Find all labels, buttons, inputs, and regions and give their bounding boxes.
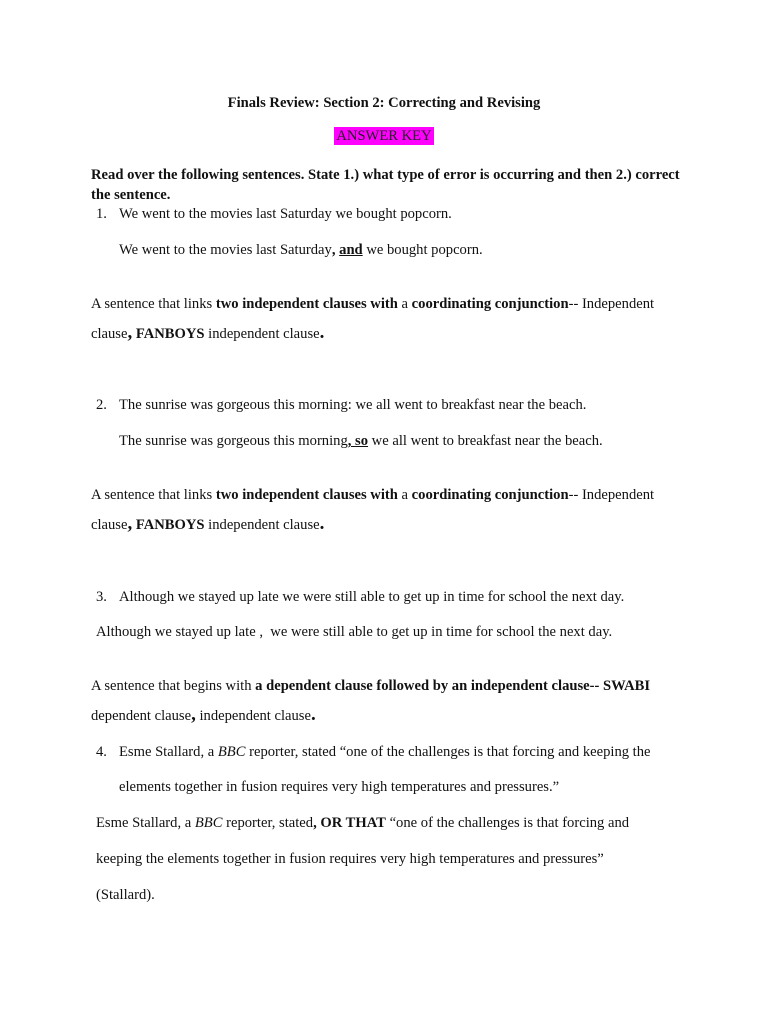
item-3-corrected: Although we stayed up late , we were still able to get up in time for school the next day.	[96, 624, 613, 640]
item-1-explanation-line2: clause, FANBOYS independent clause.	[91, 322, 325, 343]
item-3-original: Although we stayed up late we were still able to get up in time for school the next day.	[119, 589, 625, 605]
item-2-number: 2.	[96, 397, 107, 413]
instructions: Read over the following sentences. State 1.) what type of error is occurring and then 2.) correct the sentence.	[91, 167, 680, 203]
item-3-number: 3.	[96, 589, 107, 605]
item-3-explanation-line1: A sentence that begins with a dependent clause followed by an independent clause-- SWABI	[91, 678, 651, 694]
item-1-conjunction: and	[339, 242, 363, 258]
document-title: Finals Review: Section 2: Correcting and Revising	[227, 95, 541, 111]
item-2-original: The sunrise was gorgeous this morning: we all went to breakfast near the beach.	[119, 397, 587, 413]
item-4-original-line2: elements together in fusion requires very high temperatures and pressures.”	[119, 779, 560, 795]
item-1-explanation-line1: A sentence that links two independent clauses with a coordinating conjunction-- Independent	[91, 296, 655, 312]
item-4-corrected-line2: keeping the elements together in fusion requires very high temperatures and pressures”	[96, 851, 604, 867]
item-2-corrected: The sunrise was gorgeous this morning, so we all went to breakfast near the beach.	[119, 433, 603, 449]
item-4-number: 4.	[96, 744, 107, 760]
item-1-number: 1.	[96, 206, 107, 222]
item-4-original-line1: Esme Stallard, a BBC reporter, stated “one of the challenges is that forcing and keeping the	[119, 744, 651, 760]
item-2-explanation-line1: A sentence that links two independent clauses with a coordinating conjunction-- Independent	[91, 487, 655, 503]
item-2-explanation-line2: clause, FANBOYS independent clause.	[91, 513, 325, 534]
item-4-corrected-line1: Esme Stallard, a BBC reporter, stated, OR THAT “one of the challenges is that forcing and	[96, 815, 630, 831]
item-1-corrected: We went to the movies last Saturday, and we bought popcorn.	[119, 242, 483, 258]
item-1-original: We went to the movies last Saturday we bought popcorn.	[119, 206, 452, 222]
item-4-corrected-line3: (Stallard).	[96, 887, 155, 903]
item-3-explanation-line2: dependent clause, independent clause.	[91, 704, 316, 725]
answer-key-highlight: ANSWER KEY	[336, 128, 432, 144]
answer-key-row	[0, 128, 768, 145]
item-2-conjunction: so	[355, 433, 369, 449]
